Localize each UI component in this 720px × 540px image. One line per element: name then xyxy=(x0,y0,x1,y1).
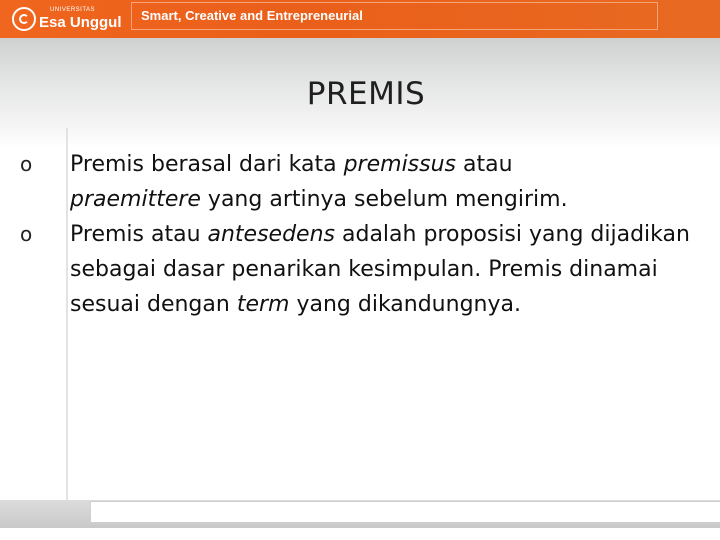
bullet-item xyxy=(20,217,710,322)
bullet-text: adalah proposisi yang dijadikan sebagai dasar penarikan kesimpulan. Premis dinamai sesuai dengan xyxy=(70,222,690,317)
bullet-text: yang dikandungnya. xyxy=(289,292,521,317)
bullet-marker: o xyxy=(20,222,33,246)
bullet-text: Premis atau xyxy=(70,222,208,247)
bullet-text: atau xyxy=(456,152,513,177)
tagline: Smart, Creative and Entrepreneurial xyxy=(141,8,363,23)
bullet-term-italic: term xyxy=(236,292,290,317)
bullet-text: yang artinya sebelum mengirim. xyxy=(200,187,568,212)
header-banner xyxy=(0,0,720,38)
bullet-term-italic: antesedens xyxy=(207,222,335,247)
slide-title: PREMIS xyxy=(306,76,426,112)
bullet-term-italic: premissus xyxy=(343,152,457,177)
bullet-item xyxy=(20,147,710,217)
bullet-marker: o xyxy=(20,152,33,176)
bullet-term-italic: praemittere xyxy=(70,187,201,212)
logo-emblem-icon xyxy=(12,7,36,31)
logo-text: Esa Unggul xyxy=(39,14,122,31)
logo-subtitle: UNIVERSITAS xyxy=(50,7,96,13)
university-logo xyxy=(8,4,130,34)
footer-inner-panel xyxy=(90,501,720,523)
bullet-list xyxy=(20,147,710,322)
bullet-text: Premis berasal dari kata xyxy=(70,152,344,177)
